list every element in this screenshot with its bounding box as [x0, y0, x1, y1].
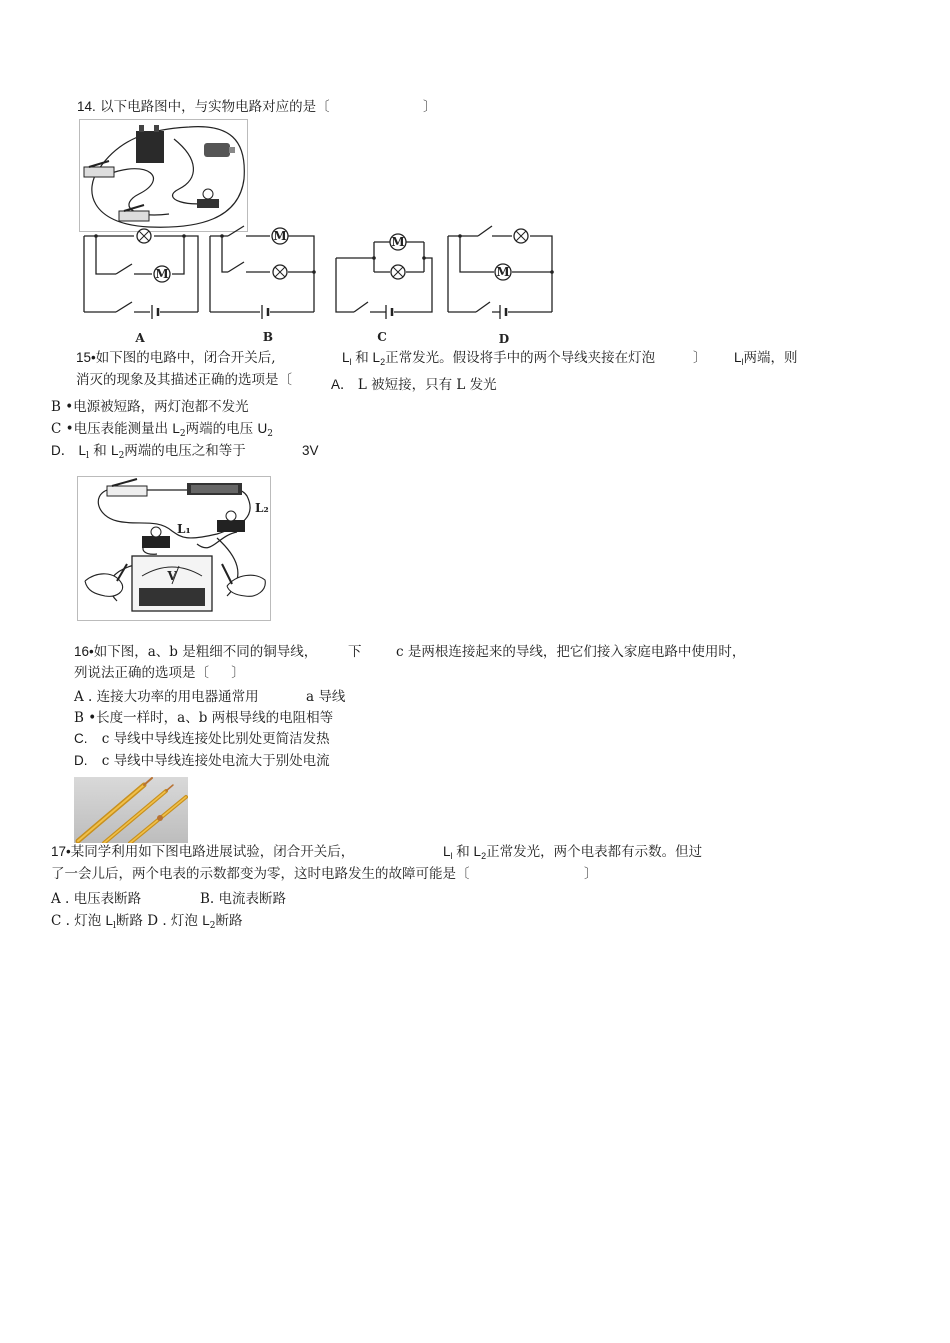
lamp-icon — [273, 265, 287, 279]
q14-option-a-diagram — [82, 226, 200, 348]
q14-bracket-close: 〕 — [423, 99, 437, 115]
q17-number: 17• — [51, 844, 71, 859]
q17-option-a: A . 电压表断路 — [51, 891, 142, 907]
q14-option-c-label: C — [377, 330, 387, 344]
q15-stem-c: 两端，则 — [743, 350, 798, 366]
q15-option-d-he: 和 — [93, 443, 107, 459]
q16-copper-wires-figure — [74, 777, 188, 843]
q15-stem-end — [734, 349, 798, 371]
q17-option-d-text: D . 灯泡 — [147, 913, 198, 929]
q16-option-c-label: C. — [74, 731, 88, 746]
q16-stem-line1 — [74, 643, 317, 661]
voltmeter-icon — [132, 556, 212, 611]
motor-icon — [390, 234, 406, 250]
q15-fig-label-V: V — [167, 569, 177, 583]
q14-stem-text: 以下电路图中，与实物电路对应的是〔 — [100, 99, 330, 115]
q14-number: 14. — [77, 99, 96, 114]
q16-option-a — [74, 688, 259, 706]
q15-circuit-figure — [77, 476, 271, 621]
q15-option-c-U: U — [257, 421, 268, 436]
q15-stem-line1 — [76, 349, 276, 367]
q15-number: 15• — [76, 350, 96, 365]
q15-option-b: B •电源被短路，两灯泡都不发光 — [51, 399, 249, 415]
q17-option-c-text2: 断路 — [115, 913, 143, 929]
q14-option-b-label: B — [262, 330, 274, 344]
svg-text:M: M — [496, 265, 510, 279]
q17-option-d-sub: 2 — [209, 921, 216, 931]
q15-fig-label-L1: L₁ — [177, 522, 191, 536]
motor-icon — [272, 228, 288, 244]
q17-stem-b: 正常发光，两个电表都有示数。但过 — [486, 844, 703, 860]
lamp-icon — [137, 229, 151, 243]
q16-stem-b: c 是两根连接起来的导线，把它们接入家庭电路中使用时， — [396, 644, 746, 660]
q15-option-d-L1: L — [78, 443, 87, 458]
q17-option-d-L: L — [202, 913, 210, 928]
svg-text:M: M — [273, 229, 287, 243]
q16-option-c — [74, 730, 330, 748]
lamp-icon — [391, 265, 405, 279]
q17-option-c-L: L — [105, 913, 114, 928]
q16-option-d-label: D. — [74, 753, 88, 768]
q16-option-a-text: A . 连接大功率的用电器通常用 — [74, 689, 259, 705]
q15-L1b: L — [734, 350, 742, 365]
q15-option-c-sub: 2 — [179, 429, 186, 439]
q15-stem-line2: 消灭的现象及其描述正确的选项是〔 — [76, 372, 292, 388]
q17-option-b: B. 电流表断路 — [200, 891, 287, 907]
q15-option-d-L2sub: 2 — [118, 451, 125, 461]
q16-option-c-text: c 导线中导线连接处比别处更简洁发热 — [101, 731, 330, 747]
q16-stem-line2 — [74, 664, 245, 682]
q15-stem-a: 如下图的电路中，闭合开关后, — [95, 350, 276, 366]
lamp-icon — [514, 229, 528, 243]
q15-option-c-Usub: 2 — [267, 429, 273, 439]
q17-L2: L — [473, 844, 482, 859]
q15-option-c-text2: 两端的电压 — [185, 421, 254, 437]
q15-he: 和 — [355, 350, 369, 366]
q17-L1: L — [443, 844, 451, 859]
q17-stem-line2: 了一会儿后，两个电表的示数都变为零，这时电路发生的故障可能是〔 — [51, 866, 470, 882]
q14-option-b-diagram — [208, 222, 326, 348]
motor-icon — [154, 266, 170, 282]
q16-option-b: B •长度一样时，a、b 两根导线的电阻相等 — [74, 710, 334, 726]
svg-text:M: M — [155, 267, 169, 281]
q16-stem-a: 如下图，a、b 是粗细不同的铜导线， — [93, 644, 318, 660]
q15-option-c-L: L — [172, 421, 180, 436]
q15-option-d-voltage: 3V — [302, 443, 319, 458]
q14-option-d-diagram — [446, 222, 564, 348]
q15-fig-label-L2: L₂ — [255, 501, 269, 515]
q14-option-c-diagram — [334, 222, 436, 346]
q16-option-a-end: a 导线 — [306, 689, 346, 705]
q15-option-c-text: C •电压表能测量出 — [51, 421, 169, 437]
q17-L1-sub: l — [450, 851, 453, 861]
q15-option-c — [51, 420, 273, 443]
q17-bracket-close: 〕 — [584, 866, 598, 882]
q15-option-a-label: A． — [331, 377, 354, 392]
q15-option-a — [331, 376, 497, 394]
q15-option-d — [51, 442, 246, 465]
q17-option-d-text2: 断路 — [215, 913, 243, 929]
q15-option-d-label: D． — [51, 443, 75, 458]
q15-paren: 〕 — [693, 350, 707, 366]
q15-option-d-L2: L — [111, 443, 119, 458]
q16-option-d — [74, 752, 330, 770]
q17-L2-sub: 2 — [481, 851, 487, 861]
q14-physical-circuit-figure — [79, 119, 248, 232]
q15-L1-sub: l — [349, 357, 352, 367]
q17-option-cd — [51, 912, 242, 935]
q15-stem-b: 正常发光。假设将手中的两个导线夹接在灯泡 — [385, 350, 656, 366]
q14-stem — [77, 98, 330, 116]
q17-stem-a: 某同学利用如下图电路进展试验，闭合开关后， — [70, 844, 355, 860]
q15-L2: L — [372, 350, 381, 365]
q17-option-c-sub: l — [113, 921, 116, 931]
q16-option-d-text: c 导线中导线连接处电流大于别处电流 — [101, 753, 330, 769]
q15-option-d-L1sub: l — [86, 451, 89, 461]
q15-L1b-sub: l — [741, 357, 744, 367]
q17-stem-lamps — [443, 843, 702, 865]
q16-number: 16• — [74, 644, 94, 659]
q16-stem-xia: 下 — [348, 644, 362, 660]
battery-icon — [187, 483, 242, 495]
q17-stem-line1 — [51, 843, 354, 861]
q16-line2: 列说法正确的选项是〔 — [74, 665, 209, 681]
q17-he: 和 — [456, 844, 470, 860]
q14-option-a-label: A — [135, 331, 145, 345]
q16-bracket-close: 〕 — [231, 665, 245, 681]
svg-text:M: M — [391, 235, 405, 249]
q17-option-c-text: C . 灯泡 — [51, 913, 102, 929]
q14-option-d-label: D — [498, 332, 510, 346]
q15-option-d-text: 两端的电压之和等于 — [124, 443, 246, 459]
motor-icon — [495, 264, 511, 280]
q15-option-a-text2: L 发光 — [456, 377, 497, 393]
q15-L2-sub: 2 — [380, 357, 386, 367]
q15-L1: L — [342, 350, 350, 365]
q15-option-a-text: L 被短接，只有 — [357, 377, 453, 393]
q15-stem-lamps — [342, 349, 655, 371]
